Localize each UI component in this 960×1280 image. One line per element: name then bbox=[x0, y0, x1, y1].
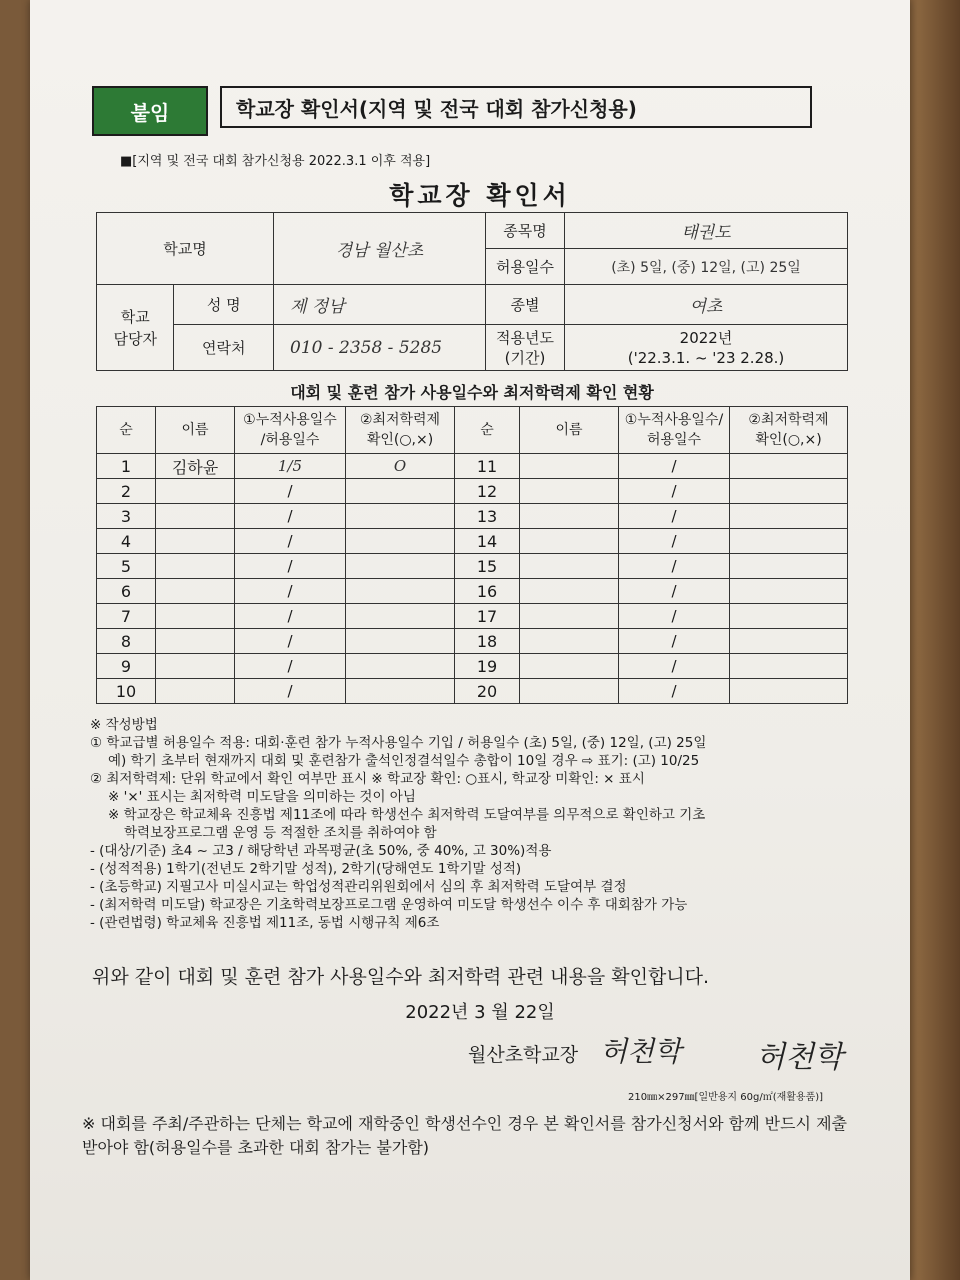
document-title: 학교장 확인서 bbox=[389, 181, 571, 210]
row-check bbox=[346, 629, 455, 654]
attachment-tag: 붙임 bbox=[92, 86, 208, 136]
row-name bbox=[156, 579, 235, 604]
row-name-right bbox=[520, 554, 619, 579]
row-check bbox=[346, 654, 455, 679]
row-no: 6 bbox=[97, 579, 156, 604]
instruction-line: - (관련법령) 학교체육 진흥법 제11조, 동법 시행규칙 제6조 bbox=[90, 915, 440, 931]
table-row bbox=[97, 454, 848, 479]
col-min-academic-right: ②최저학력제 bbox=[748, 412, 829, 428]
name-value: 제 정남 bbox=[274, 285, 486, 325]
row-check bbox=[346, 604, 455, 629]
principal-title: 월산초학교장 bbox=[468, 1044, 579, 1066]
row-no-right: 13 bbox=[455, 504, 520, 529]
instruction-line: ① 학교급별 허용일수 적용: 대회·훈련 참가 누적사용일수 기입 / 허용일수 (초) 5일, (중) 12일, (고) 25일 bbox=[90, 735, 707, 751]
row-days: / bbox=[235, 579, 346, 604]
row-days-right: / bbox=[619, 529, 730, 554]
row-no: 9 bbox=[97, 654, 156, 679]
table-row bbox=[97, 579, 848, 604]
instruction-line: - (성적적용) 1학기(전년도 2학기말 성적), 2학기(당해연도 1학기말 성적) bbox=[90, 861, 522, 877]
table-row bbox=[97, 629, 848, 654]
info-table bbox=[96, 212, 848, 371]
row-days-right: / bbox=[619, 579, 730, 604]
row-no: 5 bbox=[97, 554, 156, 579]
col-name: 이름 bbox=[156, 407, 235, 454]
table-row bbox=[97, 654, 848, 679]
row-no-right: 12 bbox=[455, 479, 520, 504]
col-no: 순 bbox=[97, 407, 156, 454]
row-days-right: / bbox=[619, 654, 730, 679]
table-row bbox=[97, 479, 848, 504]
row-check bbox=[346, 579, 455, 604]
row-no: 2 bbox=[97, 479, 156, 504]
table-row bbox=[97, 504, 848, 529]
row-name-right bbox=[520, 629, 619, 654]
instruction-line: - (초등학교) 지필고사 미실시교는 학업성적관리위원회에서 심의 후 최저학력 도달여부 결정 bbox=[90, 879, 627, 895]
row-days: / bbox=[235, 604, 346, 629]
row-days-right: / bbox=[619, 679, 730, 704]
contact-value: 010 - 2358 - 5285 bbox=[274, 325, 486, 371]
name-label: 성 명 bbox=[174, 285, 274, 325]
row-days-right: / bbox=[619, 504, 730, 529]
table-row bbox=[97, 679, 848, 704]
row-days-right: / bbox=[619, 629, 730, 654]
signing-date: 2022년 3 월 22일 bbox=[405, 1002, 555, 1023]
row-check-right bbox=[730, 479, 848, 504]
row-name-right bbox=[520, 504, 619, 529]
instruction-line: - (최저학력 미도달) 학교장은 기초학력보장프로그램 운영하여 미도달 학생선수 이수 후 대회참가 가능 bbox=[90, 897, 688, 913]
row-days-right: / bbox=[619, 554, 730, 579]
instruction-line: ② 최저학력제: 단위 학교에서 확인 여부만 표시 ※ 학교장 확인: ○표시, 학교장 미확인: × 표시 bbox=[90, 771, 645, 787]
table-row bbox=[97, 604, 848, 629]
row-check-right bbox=[730, 604, 848, 629]
row-days: / bbox=[235, 479, 346, 504]
col-no-right: 순 bbox=[455, 407, 520, 454]
row-check-right bbox=[730, 629, 848, 654]
row-name bbox=[156, 554, 235, 579]
row-days-right: / bbox=[619, 479, 730, 504]
row-days: / bbox=[235, 554, 346, 579]
instructions-heading: ※ 작성방법 bbox=[90, 717, 158, 733]
row-name-right bbox=[520, 654, 619, 679]
event-value: 태권도 bbox=[565, 213, 848, 249]
row-check bbox=[346, 479, 455, 504]
days-label: 허용일수 bbox=[486, 249, 565, 285]
row-name bbox=[156, 629, 235, 654]
row-days: / bbox=[235, 679, 346, 704]
col-name-right: 이름 bbox=[520, 407, 619, 454]
row-days-right: / bbox=[619, 454, 730, 479]
row-check-right bbox=[730, 554, 848, 579]
instruction-line: 예) 학기 초부터 현재까지 대회 및 훈련참가 출석인정결석일수 총합이 10일 경우 ⇨ 표기: (고) 10/25 bbox=[108, 753, 700, 769]
row-name-right bbox=[520, 679, 619, 704]
row-check bbox=[346, 504, 455, 529]
row-no-right: 20 bbox=[455, 679, 520, 704]
confirmation-statement: 위와 같이 대회 및 훈련 참가 사용일수와 최저학력 관련 내용을 확인합니다. bbox=[92, 966, 710, 988]
year-period: ('22.3.1. ~ '23 2.28.) bbox=[627, 348, 785, 367]
row-check bbox=[346, 529, 455, 554]
row-check-right bbox=[730, 504, 848, 529]
col-cumulative-right-sub: 허용일수 bbox=[646, 432, 702, 448]
row-days: / bbox=[235, 529, 346, 554]
row-no: 4 bbox=[97, 529, 156, 554]
contact-label: 연락처 bbox=[174, 325, 274, 371]
row-no-right: 18 bbox=[455, 629, 520, 654]
col-cumulative-right: ①누적사용일수/ bbox=[624, 412, 724, 428]
row-days: / bbox=[235, 629, 346, 654]
row-name: 김하윤 bbox=[156, 454, 235, 479]
gender-value: 여초 bbox=[565, 285, 848, 325]
row-no: 1 bbox=[97, 454, 156, 479]
row-no-right: 19 bbox=[455, 654, 520, 679]
row-no: 7 bbox=[97, 604, 156, 629]
col-min-academic-right-sub: 확인(○,×) bbox=[755, 432, 822, 448]
row-name bbox=[156, 679, 235, 704]
row-no-right: 16 bbox=[455, 579, 520, 604]
row-name-right bbox=[520, 579, 619, 604]
instruction-line: ※ 학교장은 학교체육 진흥법 제11조에 따라 학생선수 최저학력 도달여부를 의무적으로 확인하고 기초 bbox=[108, 807, 706, 823]
row-name bbox=[156, 504, 235, 529]
row-name-right bbox=[520, 529, 619, 554]
instruction-line: 학력보장프로그램 운영 등 적절한 조치를 취하여야 함 bbox=[124, 825, 437, 841]
row-check bbox=[346, 554, 455, 579]
school-label: 학교명 bbox=[97, 213, 274, 285]
footer-note: ※ 대회를 주최/주관하는 단체는 학교에 재학중인 학생선수인 경우 본 확인서를 참가신청서와 함께 반드시 제출받아야 함(허용일수를 초과한 대회 참가는 불가함) bbox=[82, 1114, 847, 1157]
row-no: 8 bbox=[97, 629, 156, 654]
table-row bbox=[97, 529, 848, 554]
row-no: 10 bbox=[97, 679, 156, 704]
gender-label: 종별 bbox=[486, 285, 565, 325]
row-check bbox=[346, 679, 455, 704]
principal-signature: 허천학 bbox=[756, 1040, 843, 1075]
row-no-right: 14 bbox=[455, 529, 520, 554]
row-check-right bbox=[730, 579, 848, 604]
row-days: / bbox=[235, 504, 346, 529]
row-days: 1/5 bbox=[235, 454, 346, 479]
row-name bbox=[156, 604, 235, 629]
year-value: 2022년 bbox=[679, 328, 733, 347]
roster-section-title: 대회 및 훈련 참가 사용일수와 최저학력제 확인 현황 bbox=[290, 383, 654, 402]
row-check-right bbox=[730, 529, 848, 554]
event-label: 종목명 bbox=[486, 213, 565, 249]
table-row bbox=[97, 554, 848, 579]
principal-name-handwritten: 허천학 bbox=[600, 1035, 682, 1068]
school-value: 경남 월산초 bbox=[274, 213, 486, 285]
document-header-title: 학교장 확인서(지역 및 전국 대회 참가신청용) bbox=[220, 86, 812, 128]
col-cumulative-sub: /허용일수 bbox=[260, 432, 320, 448]
row-name bbox=[156, 529, 235, 554]
instructions bbox=[90, 716, 860, 932]
row-check: O bbox=[346, 454, 455, 479]
row-name-right bbox=[520, 479, 619, 504]
roster-table bbox=[96, 406, 848, 704]
row-days-right: / bbox=[619, 604, 730, 629]
row-name bbox=[156, 654, 235, 679]
row-check-right bbox=[730, 679, 848, 704]
days-value: (초) 5일, (중) 12일, (고) 25일 bbox=[565, 249, 848, 285]
row-name bbox=[156, 479, 235, 504]
row-no-right: 11 bbox=[455, 454, 520, 479]
paper-spec: 210㎜×297㎜[일반용지 60g/㎡(재활용품)] bbox=[628, 1092, 824, 1103]
col-min-academic: ②최저학력제 bbox=[359, 412, 441, 428]
row-name-right bbox=[520, 604, 619, 629]
year-label: 적용년도 (기간) bbox=[486, 325, 565, 371]
row-no: 3 bbox=[97, 504, 156, 529]
col-cumulative: ①누적사용일수 bbox=[243, 412, 337, 428]
applicability-note: ■[지역 및 전국 대회 참가신청용 2022.3.1 이후 적용] bbox=[120, 154, 431, 169]
row-check-right bbox=[730, 654, 848, 679]
instruction-line: - (대상/기준) 초4 ~ 고3 / 해당학년 과목평균(초 50%, 중 40%, 고 30%)적용 bbox=[90, 843, 552, 859]
manager-label: 학교 담당자 bbox=[97, 285, 174, 371]
row-name-right bbox=[520, 454, 619, 479]
row-days: / bbox=[235, 654, 346, 679]
row-no-right: 15 bbox=[455, 554, 520, 579]
row-check-right bbox=[730, 454, 848, 479]
row-no-right: 17 bbox=[455, 604, 520, 629]
instruction-line: ※ '×' 표시는 최저학력 미도달을 의미하는 것이 아님 bbox=[108, 789, 416, 805]
col-min-academic-sub: 확인(○,×) bbox=[366, 432, 434, 448]
